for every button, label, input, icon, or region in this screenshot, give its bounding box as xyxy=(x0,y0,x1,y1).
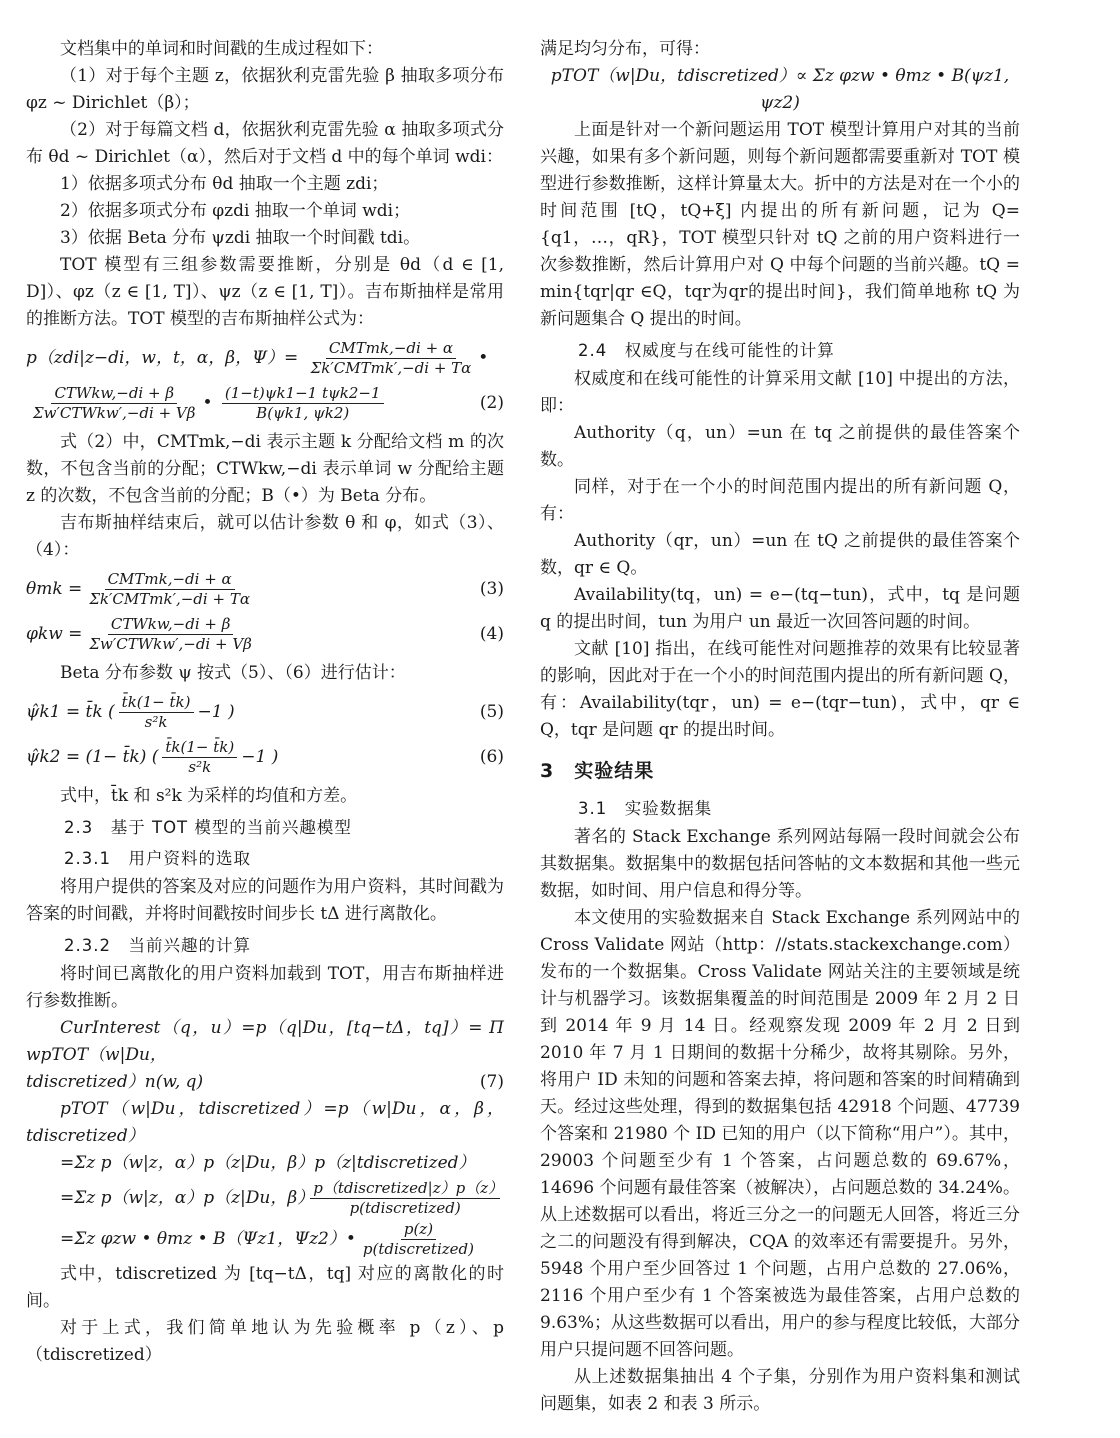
equation-7-line1: CurInterest（q，u）=p（q|Du，[tq−tΔ，tq]）= Π wpTOT（w|Du， xyxy=(26,1018,504,1065)
paragraph: 吉布斯抽样结束后，就可以估计参数 θ 和 φ，如式（3）、（4）： xyxy=(26,513,504,560)
frac-num: p(z) xyxy=(401,1220,436,1240)
eq4-frac xyxy=(86,615,254,654)
frac-den: p(tdiscretized) xyxy=(349,1199,461,1217)
eq-rhs: −1 ) xyxy=(197,702,235,722)
equation-number: (2) xyxy=(479,393,504,413)
equation-5 xyxy=(26,693,504,732)
left-column xyxy=(26,36,504,1369)
paragraph: （2）对于每篇文档 d，依据狄利克雷先验 α 抽取多项式分布 θd ~ Dirichlet（α），然后对于文档 d 中的每个单词 wdi： xyxy=(26,120,504,167)
equation-7 xyxy=(26,1069,504,1096)
equation-number: (7) xyxy=(479,1072,504,1092)
paragraph: Authority（qr，un）=un 在 tQ 之前提供的最佳答案个数，qr ∈ Q。 xyxy=(540,531,1020,578)
frac-den: Σk′CMTmk′,−di + Tα xyxy=(89,590,250,608)
equation-6 xyxy=(26,738,504,777)
eq-lhs: φkw = xyxy=(26,624,83,644)
equation-number: (3) xyxy=(479,579,504,599)
paragraph: 式（2）中，CMTmk,−di 表示主题 k 分配给文档 m 的次数，不包含当前的分配；CTWkw,−di 表示单词 w 分配给主题 z 的次数，不包含当前的分配；B（•）为 Beta 分布。 xyxy=(26,432,504,506)
section-heading-3-1: 3.1 实验数据集 xyxy=(578,799,713,818)
equation-2-cont: $\frac{\text{CTWkw,−di + β}}{\text{Σw′CTWkw′,−di + Vβ}}$ • $\frac{\text{(1−t)ψk1−1 tψk2−1}}{B(\psi k1, \psi k2)}$ (2) xyxy=(26,384,504,423)
paragraph: 式中，t̄k 和 s²k 为采样的均值和方差。 xyxy=(60,786,358,806)
equation-number: (4) xyxy=(479,624,504,644)
section-heading-2-3: 2.3 基于 TOT 模型的当前兴趣模型 xyxy=(64,818,352,837)
equation-12: pTOT（w|Du，tdiscretized）∝ Σz φzw • θmz • B(ψz1, ψz2) xyxy=(550,66,1010,113)
paragraph: 式中，tdiscretized 为 [tq−tΔ，tq] 对应的离散化的时间。 xyxy=(26,1264,504,1311)
eq2-lhs: p（zdi|z−di，w，t，α，β，Ψ）= xyxy=(26,348,299,368)
frac-num: t̄k(1− t̄k) xyxy=(119,693,194,713)
equation-4 xyxy=(26,615,504,654)
frac-num: CMTmk,−di + α xyxy=(105,570,235,590)
eq-rhs: −1 ) xyxy=(241,747,279,767)
equation-number: (5) xyxy=(479,702,504,722)
eq2-frac3 xyxy=(222,384,384,423)
paragraph: 从上述数据集抽出 4 个子集，分别作为用户资料集和测试问题集，如表 2 和表 3 所示。 xyxy=(540,1367,1020,1414)
frac-den: Σw′CTWkw′,−di + Vβ xyxy=(33,404,196,422)
equation-10 xyxy=(26,1179,504,1218)
paragraph: 将用户提供的答案及对应的问题作为用户资料，其时间戳为答案的时间戳，并将时间戳按时间步长 tΔ 进行离散化。 xyxy=(26,877,504,924)
paragraph: （1）对于每个主题 z，依据狄利克雷先验 β 抽取多项分布 φz ~ Dirichlet（β）； xyxy=(26,66,504,113)
equation-8: pTOT（w|Du，tdiscretized）=p（w|Du，α，β，tdiscretized） xyxy=(26,1099,504,1146)
paragraph: 对于上式，我们简单地认为先验概率 p（z）、p（tdiscretized） xyxy=(26,1318,504,1365)
equation-number: (6) xyxy=(479,747,504,767)
paragraph: TOT 模型有三组参数需要推断，分别是 θd（d ∈ [1, D]）、φz（z ∈ [1, T]）、ψz（z ∈ [1, T]）。吉布斯抽样是常用的推断方法。TOT 模型的吉布斯抽样公式为： xyxy=(26,255,504,329)
paragraph: 同样，对于在一个小的时间范围内提出的所有新问题 Q，有： xyxy=(540,477,1020,524)
eq6-frac xyxy=(162,738,237,777)
frac-den: s²k xyxy=(188,758,212,776)
paragraph: 本文使用的实验数据来自 Stack Exchange 系列网站中的 Cross Validate 网站（http：//stats.stackexchange.com）发布的一个数据集。Cross Validate 网站关注的主要领域是统计与机器学习。该数据集覆盖的时间范围是 2009 年 2 月 2 日到 2014 年 9 月 14 日。经观察发现 2009 年 2 月 2 日到 2010 年 7 月 1 日期间的数据十分稀少，故将其剔除。另外，将用户 ID 未知的问题和答案去掉，将问题和答案的时间精确到天。经过这些处理，得到的数据集包括 42918 个问题、47739 个答案和 21980 个 ID 已知的用户（以下简称“用户”）。其中，29003 个问题至少有 1 个答案，占问题总数的 69.67%，14696 个问题有最佳答案（被解决），占问题总数的 34.24%。从上述数据可以看出，将近三分之一的问题无人回答，将近三分之二的问题没有得到解决，CQA 的效率还有需要提升。另外，5948 个用户至少回答过 1 个问题，占用户总数的 27.06%，2116 个用户至少有 1 个答案被选为最佳答案，占用户总数的 9.63%；从这些数据可以看出，用户的参与程度比较低，大部分用户只提问题不回答问题。 xyxy=(540,908,1020,1360)
paragraph: Beta 分布参数 ψ 按式（5）、（6）进行估计： xyxy=(60,663,406,683)
paragraph: Availability(tq，un) = e−(tq−tun)，式中，tq 是问题 q 的提出时间，tun 为用户 un 最近一次回答问题的时间。 xyxy=(540,585,1020,632)
paragraph: Authority（q，un）=un 在 tq 之前提供的最佳答案个数。 xyxy=(540,423,1020,470)
eq-lhs: ψ̂k1 = t̄k ( xyxy=(26,702,115,722)
paragraph: 满足均匀分布，可得： xyxy=(540,39,710,59)
eq2-frac2 xyxy=(30,384,198,423)
eq11-frac xyxy=(360,1220,477,1259)
frac-num: p（tdiscretized|z）p（z） xyxy=(310,1179,500,1199)
paragraph: 1）依据多项式分布 θd 抽取一个主题 zdi； xyxy=(60,174,389,194)
paragraph: 权威度和在线可能性的计算采用文献 [10] 中提出的方法，即： xyxy=(540,369,1020,416)
right-column xyxy=(540,36,1020,1418)
equation-9: =Σz p（w|z，α）p（z|Du，β）p（z|tdiscretized） xyxy=(60,1153,476,1173)
paragraph: 3）依据 Beta 分布 ψzdi 抽取一个时间戳 tdi。 xyxy=(60,228,421,248)
paragraph: 文献 [10] 指出，在线可能性对问题推荐的效果有比较显著的影响，因此对于在一个小的时间范围内提出的所有新问题 Q，有：Availability(tqr，un) = e−(tqr−tun)，式中，qr ∈ Q，tqr 是问题 qr 的提出时间。 xyxy=(540,639,1020,740)
paragraph: 将时间已离散化的用户资料加载到 TOT，用吉布斯抽样进行参数推断。 xyxy=(26,964,504,1011)
equation-11 xyxy=(26,1220,504,1259)
eq7-exponent: tdiscretized）n(w, q) xyxy=(26,1072,204,1092)
eq-lhs: ψ̂k2 = (1− t̄k) ( xyxy=(26,747,159,767)
frac-den: p(tdiscretized) xyxy=(362,1240,474,1258)
equation-2: p（zdi|z−di，w，t，α，β，Ψ）= $\frac{\text{CMTmk,−di + α}}{\text{Σk′CMTmk′,−di + Tα}}$ • xyxy=(26,339,489,377)
paragraph: 2）依据多项式分布 φzdi 抽取一个单词 wdi； xyxy=(60,201,411,221)
paragraph: 文档集中的单词和时间戳的生成过程如下： xyxy=(60,39,383,59)
frac-num: CTWkw,−di + β xyxy=(51,384,177,404)
frac-den: Σk′CMTmk′,−di + Tα xyxy=(310,359,472,377)
frac-den: s²k xyxy=(144,713,168,731)
frac-den: B(ψk1, ψk2) xyxy=(256,404,350,422)
paragraph: 著名的 Stack Exchange 系列网站每隔一段时间就会公布其数据集。数据集中的数据包括问答帖的文本数据和其他一些元数据，如时间、用户信息和得分等。 xyxy=(540,827,1020,901)
frac-num: CTWkw,−di + β xyxy=(108,615,234,635)
eq3-frac xyxy=(86,570,253,609)
frac-num: (1−t)ψk1−1 tψk2−1 xyxy=(222,384,384,404)
frac-num: t̄k(1− t̄k) xyxy=(162,738,237,758)
frac-den: Σw′CTWkw′,−di + Vβ xyxy=(89,635,252,653)
eq-lhs: =Σz p（w|z，α）p（z|Du，β） xyxy=(60,1188,315,1208)
section-heading-3: 3 实验结果 xyxy=(540,760,655,782)
eq5-frac xyxy=(119,693,194,732)
eq-lhs: =Σz φzw • θmz • B（Ψz1，Ψz2）• xyxy=(60,1229,356,1249)
frac-num: CMTmk,−di + α xyxy=(326,339,456,359)
eq10-frac xyxy=(310,1179,504,1218)
section-heading-2-3-1: 2.3.1 用户资料的选取 xyxy=(64,849,251,868)
section-heading-2-3-2: 2.3.2 当前兴趣的计算 xyxy=(64,936,251,955)
eq-lhs: θmk = xyxy=(26,579,83,599)
eq2-frac1 xyxy=(308,339,475,378)
paragraph: 上面是针对一个新问题运用 TOT 模型计算用户对其的当前兴趣，如果有多个新问题，则每个新问题都需要重新对 TOT 模型进行参数推断，这样计算量太大。折中的方法是对在一个小的时间范围 [tQ，tQ+ξ] 内提出的所有新问题，记为 Q={q1，…，qR}，TOT 模型只针对 tQ 之前的用户资料进行一次参数推断，然后计算用户对 Q 中每个问题的当前兴趣。tQ = min{tqr|qr ∈Q，tqr为qr的提出时间}，我们简单地称 tQ 为新问题集合 Q 提出的时间。 xyxy=(540,120,1020,329)
equation-3 xyxy=(26,570,504,609)
section-heading-2-4: 2.4 权威度与在线可能性的计算 xyxy=(578,341,835,360)
